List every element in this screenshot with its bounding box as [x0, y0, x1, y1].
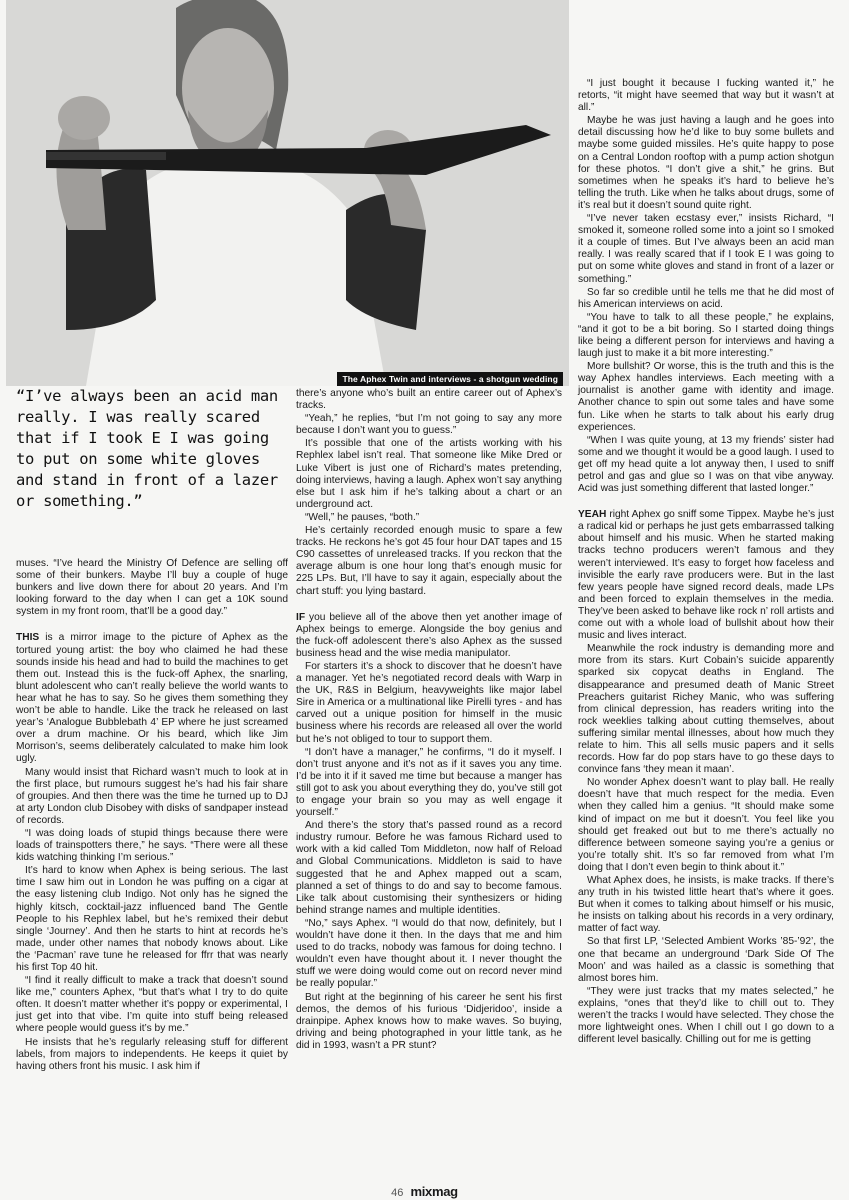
paragraph — [296, 512, 562, 524]
paragraph-text: “They were just tracks that my mates selected,” he explains, “ones that they’d like to chill out to. They weren’t the tracks I would have selected. They chose the more lightweight ones. When I chill out I go down to a different level basically. Chilling out for me is getting — [578, 985, 834, 1046]
paragraph — [296, 992, 562, 1052]
paragraph — [16, 828, 288, 864]
paragraph — [578, 435, 834, 495]
paragraph — [296, 918, 562, 991]
section-lead: YEAH — [578, 509, 607, 521]
paragraph-text: there’s anyone who’s built an entire career out of Aphex’s tracks. — [296, 388, 562, 412]
paragraph — [16, 558, 288, 618]
paragraph-text: Meanwhile the rock industry is demanding more and more from its stars. Kurt Cobain’s suicide apparently sparked six copycat deaths in England. The disappearance and presumed death of Manic Street Preachers guitarist Richey Manic, who was suffering from clinical depression, has readers writing into the rock weeklies talking about cutting themselves, about suffering similar mental illnesses, about how much they relate to him. This all sells music papers and it sells records. How far do pop stars have to go these days to convince fans ‘they mean it maan’. — [578, 643, 834, 776]
paragraph — [16, 1037, 288, 1073]
page-number: 46 — [391, 1187, 404, 1199]
paragraph — [578, 287, 834, 311]
page-footer — [0, 1184, 849, 1199]
paragraph-text: Maybe he was just having a laugh and he goes into detail discussing how he’d like to buy some bullets and maybe some guided missiles. He’s quite happy to pose on a Central London rooftop with a pump action shotgun for these photos. “I don’t give a shit,” he grins. But sometimes when he speaks it’s hard to believe he’s telling the truth. Like when he talks about drugs, some of it’s real but it doesn’t sound quite right. — [578, 115, 834, 211]
article-column-2 — [296, 388, 562, 1053]
paragraph-text: No wonder Aphex doesn’t want to play ball. He really doesn’t have that much respect for the media. Even when they called him a genius. “It should make some kind of impact on me but it doesn’t. You feel like you should get freaked out but to me there’s actually no difference between someone saying you’re a genius or you’re totally shit. It’s so far removed from what I’m doing that I don’t even begin to think about it.” — [578, 777, 834, 873]
paragraph-text: So that first LP, ‘Selected Ambient Works ’85-’92’, the one that became an underground ‘Dark Side Of The Moon’ and was hailed as a classic is something that almost bores him. — [578, 936, 834, 984]
paragraph-text: He insists that he’s regularly releasing stuff for different labels, from majors to independents. He keeps it quiet by having others front his music. I ask him if — [16, 1036, 288, 1072]
pull-quote: “I’ve always been an acid man really. I was really scared that if I took E I was going to put on some white gloves and stand in front of a lazer or something.” — [16, 387, 278, 510]
section-lead: IF — [296, 611, 306, 623]
paragraph-text: He’s certainly recorded enough music to spare a few tracks. He reckons he’s got 45 four hour DAT tapes and 15 C90 cassettes of unreleased tracks. If you reckon that the average album is one hour long that’s enough music for 225 LPs. But, I’ll have to say it again, especially about the chart stuff: you lying bastard. — [296, 525, 562, 597]
paragraph-text: right Aphex go sniff some Tippex. Maybe he’s just a radical kid or perhaps he just gets embarrassed talking about himself and his music. When he started making tracks techno producers weren’t famous and they weren’t interviewed. It’s easy to forget how faceless and invisible the early rave producers were. But in the last few years people have signed record deals, made LPs and been forced to explain themselves in the media. They’ve been asked to behave like rock n’ roll artists and come out with a whole load of bullshit about how their music and lives interact. — [578, 509, 834, 642]
paragraph — [578, 78, 834, 114]
photo-caption: The Aphex Twin and interviews - a shotgun wedding — [337, 372, 563, 386]
paragraph-text: More bullshit? Or worse, this is the truth and this is the way Aphex handles interviews. Each meeting with a journalist is another game with identity and image. Another chance to spin out some tales and have some fun. Like when he starts to talk about his early drug experiences. — [578, 361, 834, 433]
paragraph-text: “No,” says Aphex. “I would do that now, definitely, but I wouldn’t have done it then. In the days that me and him used to do tracks, nobody was famous for doing techno. I wouldn’t even have thought about it. I never thought the stuff we were doing would come out on record never mind be really popular.” — [296, 917, 562, 990]
article-column-3 — [578, 78, 834, 1047]
paragraph-text: And there’s the story that’s passed round as a record industry rumour. Before he was famous Richard used to work with a kid called Tom Middleton, now half of Reload and Global Communications. Middleton is said to have suggested that he and Aphex mapped out a scam, planned a set of things to do and say to become famous. Like talk about customising their synthesizers or hiding behind strange names and multiple identities. — [296, 820, 562, 916]
paragraph — [578, 509, 834, 642]
paragraph — [296, 747, 562, 820]
paragraph — [16, 767, 288, 827]
paragraph — [578, 643, 834, 776]
paragraph-text: But right at the beginning of his career he sent his first demos, the demos of his furious ‘Didjeridoo’, inside a drainpipe. Aphex knows how to make waves. So buying, driving and being photographed in your little tank, as he did in 1993, wasn’t a PR stunt? — [296, 991, 562, 1051]
section-lead: THIS — [16, 632, 40, 644]
paragraph — [578, 312, 834, 360]
paragraph — [16, 632, 288, 765]
paragraph-text: “I find it really difficult to make a track that doesn’t sound like me,” counters Aphex, “but that’s what I try to do quite often. It doesn’t matter whether it’s poppy or experimental, I just get into that vibe. I’m quite into stuff being released where people would guess it’s by me.” — [16, 975, 288, 1035]
magazine-name: mixmag — [410, 1184, 458, 1199]
paragraph — [16, 865, 288, 974]
aphex-twin-photo — [6, 0, 569, 386]
paragraph — [578, 986, 834, 1046]
paragraph — [578, 361, 834, 434]
paragraph — [296, 525, 562, 598]
paragraph-text: “I don’t have a manager,” he confirms, “I do it myself. I don’t trust anyone and it’s not as if it saves you any time. I’d be into it if it saved me time but because a manger has still got to ask you about everything they do, you’ve still got to engage your brain so you may as well engage it yourself.” — [296, 746, 562, 819]
photo-illustration — [6, 0, 569, 386]
paragraph-text: “Yeah,” he replies, “but I’m not going to say any more because I don’t want you to guess.” — [296, 413, 562, 437]
article-column-1 — [16, 558, 288, 1074]
paragraph-text: “When I was quite young, at 13 my friends’ sister had some and we thought it would be a good laugh. I used to get off my head quite a lot anyway then, I used to sniff petrol and gas and glue so I was on that vibe anyway. Acid was just something different that lasted longer.” — [578, 434, 834, 495]
paragraph — [578, 936, 834, 984]
paragraph — [296, 413, 562, 437]
paragraph-text: muses. “I’ve heard the Ministry Of Defence are selling off some of their bunkers. Maybe I’ll buy a couple of huge bunkers and live down there for about 20 years. And I’m looking forward to the day when I can get a 10K sound system in my front room, that’ll be a good day.” — [16, 558, 288, 618]
paragraph — [296, 388, 562, 412]
paragraph-text: It’s hard to know when Aphex is being serious. The last time I saw him out in London he was puffing on a cigar at the easy listening club Indigo. Not only has he signed the highly kitsch, cocktail-jazz influenced band The Gentle People to his Rephlex label, but he’s remixed their debut single ‘Journey’. And then he starts to hint at records he’s made, under other names that nobody knows about. Like the ‘Pacman’ rave tune he released for ffrr that was nearly his first Top 40 hit. — [16, 865, 288, 973]
paragraph — [578, 777, 834, 874]
paragraph — [578, 213, 834, 286]
paragraph-text: What Aphex does, he insists, is make tracks. If there’s any truth in his twisted little heart that’s where it goes. But when it comes to talking about himself or his music, he insists on talking about his records in a very ordinary, matter of fact way. — [578, 875, 834, 935]
paragraph — [296, 438, 562, 511]
paragraph — [578, 875, 834, 935]
paragraph-text: “Well,” he pauses, “both.” — [305, 511, 420, 523]
paragraph-text: “I was doing loads of stupid things because there were loads of trainspotters there,” he says. “There were all these kids watching thinking I’m serious.” — [16, 827, 288, 864]
paragraph — [296, 661, 562, 746]
paragraph — [16, 975, 288, 1035]
paragraph-text: Many would insist that Richard wasn’t much to look at in the first place, but rumours suggest he’s had his fair share of groupies. And then there was the time he turned up to DJ at arty London club Disobey with disks of sandpaper instead of records. — [16, 766, 288, 826]
paragraph-text: is a mirror image to the picture of Aphex as the tortured young artist: the boy who claimed he had these sounds inside his head and had to build the machines to get them out. Instead this is the fuck-off Aphex, the snarling, blunt adolescent who can’t really believe the world wants to hear what he has to say. So he gives them something they won’t be able to handle. Like the track he released on last year’s ‘Analogue Bubblebath 4’ EP where he just screamed over a drum machine. Or his beard, which like Jim Morrison’s, seems deliberately calculated to make him look ugly. — [16, 632, 288, 765]
paragraph — [296, 612, 562, 660]
paragraph-text: “You have to talk to all these people,” he explains, “and it got to be a bit boring. So I started doing things like being a different person for interviews and having a laugh just to make it a bit more interesting.” — [578, 311, 834, 360]
paragraph-text: you believe all of the above then yet another image of Aphex beings to emerge. Alongside the boy genius and the fuck-off adolescent there’s also Aphex as the sussed business head and the wise media manipulator. — [296, 611, 562, 659]
paragraph — [578, 115, 834, 212]
paragraph — [296, 820, 562, 917]
paragraph-text: For starters it’s a shock to discover that he doesn’t have a manager. Yet he’s negotiated record deals with Warp in the UK, R&S in Belgium, heavyweights like major label Sire in America or a multinational like Pirelli tyres - and has carved out a unique position for himself in the music business where his records are released all over the world but he’s not obliged to tour to support them. — [296, 660, 562, 745]
paragraph-text: It’s possible that one of the artists working with his Rephlex label isn’t real. That someone like Mike Dred or Luke Vibert is just one of Richard’s mates pretending, doing interviews, having a laugh. Aphex won’t say anything else but I ask him if he’s talking about a chart or an underground act. — [296, 438, 562, 510]
paragraph-text: “I’ve never taken ecstasy ever,” insists Richard, “I smoked it, someone rolled some into a joint so I smoked it a couple of times. But I’ve always been an acid man really. I was really scared that if I took E I was going to put on some white gloves and stand in front of a lazer or something.” — [578, 213, 834, 285]
paragraph-text: So far so credible until he tells me that he did most of his American interviews on acid. — [578, 286, 834, 310]
paragraph-text: “I just bought it because I fucking wanted it,” he retorts, “it might have seemed that way but it wasn’t at all.” — [578, 78, 834, 114]
